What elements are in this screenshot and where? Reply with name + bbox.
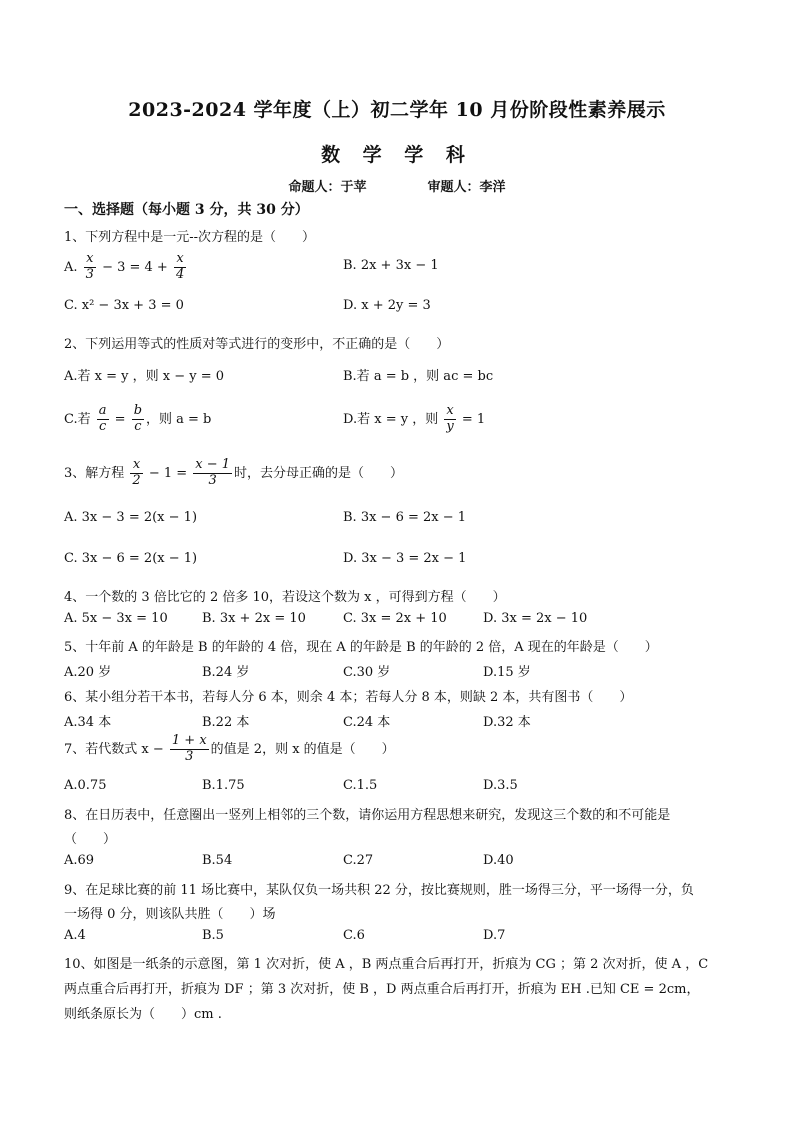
question-3-stem	[64, 458, 403, 489]
question-1-option-a	[64, 252, 188, 283]
question-1-option-b: B. 2x + 3x − 1	[343, 258, 439, 273]
section-heading: 一、选择题（每小题 3 分，共 30 分）	[64, 202, 309, 218]
question-2-option-a: A.若 x = y ，则 x − y = 0	[64, 369, 225, 384]
question-5-option-b: B.24 岁	[202, 665, 250, 680]
question-6-option-d: D.32 本	[483, 715, 531, 730]
question-8-stem-line-1: 8、在日历表中，任意圈出一竖列上相邻的三个数，请你运用方程思想来研究，发现这三个数的和不可能是	[64, 808, 671, 823]
stem-text: 7、若代数式 x −	[64, 741, 168, 757]
question-7-option-b: B.1.75	[202, 778, 245, 793]
fraction: $\frac{a}{c}$	[98, 403, 107, 434]
question-9-option-c: C.6	[343, 928, 365, 943]
stem-text: 时，去分母正确的是（ ）	[234, 465, 404, 481]
question-4-option-b: B. 3x + 2x = 10	[202, 611, 306, 626]
fraction: $\frac{x}{3}$	[85, 251, 94, 282]
question-1-option-c: C. x² − 3x + 3 = 0	[64, 298, 184, 313]
fraction: $\frac{b}{c}$	[133, 403, 143, 434]
question-8-option-b: B.54	[202, 853, 233, 868]
subject-heading: 数 学 学 科	[321, 144, 473, 166]
question-2-option-b: B.若 a = b ，则 ac = bc	[343, 369, 494, 384]
question-1-stem: 1、下列方程中是一元--次方程的是（ ）	[64, 230, 316, 245]
question-8-stem-line-2: （ ）	[64, 832, 117, 847]
question-8-option-d: D.40	[483, 853, 514, 868]
fraction: $\frac{1 + x}{3}$	[171, 733, 207, 764]
question-3-option-c: C. 3x − 6 = 2(x − 1)	[64, 551, 198, 566]
option-label: A.	[64, 259, 82, 275]
fraction: $\frac{x - 1}{3}$	[195, 457, 231, 488]
reviewer-label: 审题人：李洋	[427, 180, 506, 195]
question-2-stem: 2、下列运用等式的性质对等式进行的变形中，不正确的是（ ）	[64, 337, 450, 352]
question-5-stem: 5、十年前 A 的年龄是 B 的年龄的 4 倍，现在 A 的年龄是 B 的年龄的 2 倍，A 现在的年龄是（ ）	[64, 640, 658, 655]
expression-text: = 1	[457, 411, 486, 427]
question-2-option-d	[343, 404, 485, 435]
question-3-option-b: B. 3x − 6 = 2x − 1	[343, 510, 467, 525]
question-3-option-a: A. 3x − 3 = 2(x − 1)	[64, 510, 198, 525]
expression-text: − 1 =	[144, 465, 192, 481]
stem-text: 的值是 2，则 x 的值是（ ）	[210, 741, 395, 757]
question-8-option-a: A.69	[64, 853, 95, 868]
expression-text: ，则 a = b	[146, 411, 212, 427]
question-9-option-d: D.7	[483, 928, 506, 943]
stem-text: 3、解方程	[64, 465, 129, 481]
fraction: $\frac{x}{y}$	[446, 403, 454, 434]
question-9-option-a: A.4	[64, 928, 86, 943]
setter-label: 命题人：于苹	[288, 180, 367, 195]
expression-text: =	[110, 411, 130, 427]
question-1-option-d: D. x + 2y = 3	[343, 298, 431, 313]
question-7-option-a: A.0.75	[64, 778, 107, 793]
question-4-option-d: D. 3x = 2x − 10	[483, 611, 588, 626]
question-5-option-c: C.30 岁	[343, 665, 391, 680]
option-label: C.若	[64, 411, 95, 427]
option-label: D.若 x = y ，则	[343, 411, 443, 427]
question-6-stem: 6、某小组分若干本书，若每人分 6 本，则余 4 本；若每人分 8 本，则缺 2 本，共有图书（ ）	[64, 690, 633, 705]
question-7-option-d: D.3.5	[483, 778, 518, 793]
page-title: 2023-2024 学年度（上）初二学年 10 月份阶段性素养展示	[128, 99, 666, 121]
question-6-option-b: B.22 本	[202, 715, 250, 730]
question-3-option-d: D. 3x − 3 = 2x − 1	[343, 551, 467, 566]
question-2-option-c	[64, 404, 211, 435]
question-4-option-c: C. 3x = 2x + 10	[343, 611, 447, 626]
question-8-option-c: C.27	[343, 853, 374, 868]
question-9-option-b: B.5	[202, 928, 224, 943]
question-5-option-a: A.20 岁	[64, 665, 112, 680]
question-4-stem: 4、一个数的 3 倍比它的 2 倍多 10，若设这个数为 x ，可得到方程（ ）	[64, 590, 506, 605]
question-10-line-1: 10、如图是一纸条的示意图，第 1 次对折，使 A ，B 两点重合后再打开，折痕为 CG ；第 2 次对折，使 A ，C	[64, 957, 709, 972]
question-5-option-d: D.15 岁	[483, 665, 531, 680]
question-9-stem-line-2: 一场得 0 分，则该队共胜（ ）场	[64, 907, 276, 922]
question-6-option-c: C.24 本	[343, 715, 391, 730]
question-10-line-3: 则纸条原长为（ ）cm .	[64, 1007, 222, 1022]
question-9-stem-line-1: 9、在足球比赛的前 11 场比赛中，某队仅负一场共积 22 分，按比赛规则，胜一场得三分，平一场得一分，负	[64, 883, 694, 898]
question-6-option-a: A.34 本	[64, 715, 112, 730]
question-7-option-c: C.1.5	[343, 778, 378, 793]
expression-text: − 3 = 4 +	[97, 259, 172, 275]
fraction: $\frac{x}{2}$	[132, 457, 141, 488]
fraction: $\frac{x}{4}$	[175, 251, 185, 282]
question-10-line-2: 两点重合后再打开，折痕为 DF ；第 3 次对折，使 B ，D 两点重合后再打开，折痕为 EH .已知 CE = 2cm，	[64, 982, 700, 997]
authors-line	[0, 176, 794, 195]
question-7-stem	[64, 734, 395, 765]
question-4-option-a: A. 5x − 3x = 10	[64, 611, 168, 626]
